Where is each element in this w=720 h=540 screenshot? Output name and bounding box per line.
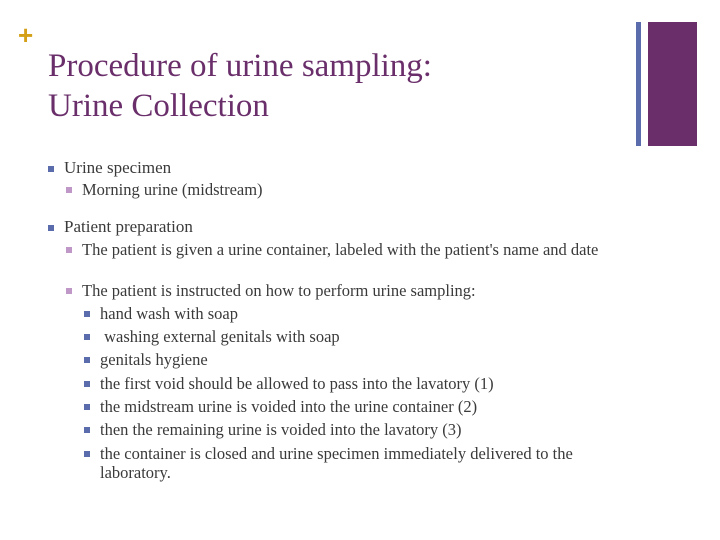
step-text: hand wash with soap [100,304,238,323]
sub-bullet-instructed [66,281,476,300]
square-bullet-icon [84,357,90,363]
square-bullet-icon [48,225,54,231]
step-first-void [84,374,494,393]
bullet-text: Urine specimen [64,158,172,177]
step-text: washing external genitals with soap [100,327,340,346]
bullet-text: Morning urine (midstream) [82,180,263,199]
bullet-text: Patient preparation [64,217,193,236]
step-text: genitals hygiene [100,350,208,369]
bullet-text: The patient is given a urine container, labeled with the patient's name and date [82,240,599,259]
step-text: the first void should be allowed to pass into the lavatory (1) [100,374,494,393]
step-midstream [84,397,477,416]
square-bullet-icon [84,451,90,457]
square-bullet-icon [84,381,90,387]
square-bullet-icon [66,288,72,294]
step-text: the midstream urine is voided into the urine container (2) [100,397,478,416]
step-genitals-hygiene [84,350,208,369]
title-line-1: Procedure of urine sampling: [48,48,432,84]
square-bullet-icon [84,311,90,317]
sub-bullet-container [66,240,626,259]
square-bullet-icon [48,166,54,172]
square-bullet-icon [84,404,90,410]
title-line-2: Urine Collection [48,88,269,124]
step-washing-genitals [84,327,340,346]
square-bullet-icon [66,187,72,193]
step-text: then the remaining urine is voided into the lavatory (3) [100,420,462,439]
square-bullet-icon [84,427,90,433]
step-remaining-urine [84,420,462,439]
step-hand-wash [84,304,238,323]
bullet-patient-preparation [48,217,193,236]
bullet-text: The patient is instructed on how to perform urine sampling: [82,281,476,300]
step-text: the container is closed and urine specimen immediately delivered to the laboratory. [100,444,573,482]
sub-bullet-morning-urine [66,180,263,199]
plus-icon: + [18,20,34,50]
bullet-urine-specimen [48,158,171,177]
step-container-closed [84,444,584,482]
square-bullet-icon [84,334,90,340]
square-bullet-icon [66,247,72,253]
